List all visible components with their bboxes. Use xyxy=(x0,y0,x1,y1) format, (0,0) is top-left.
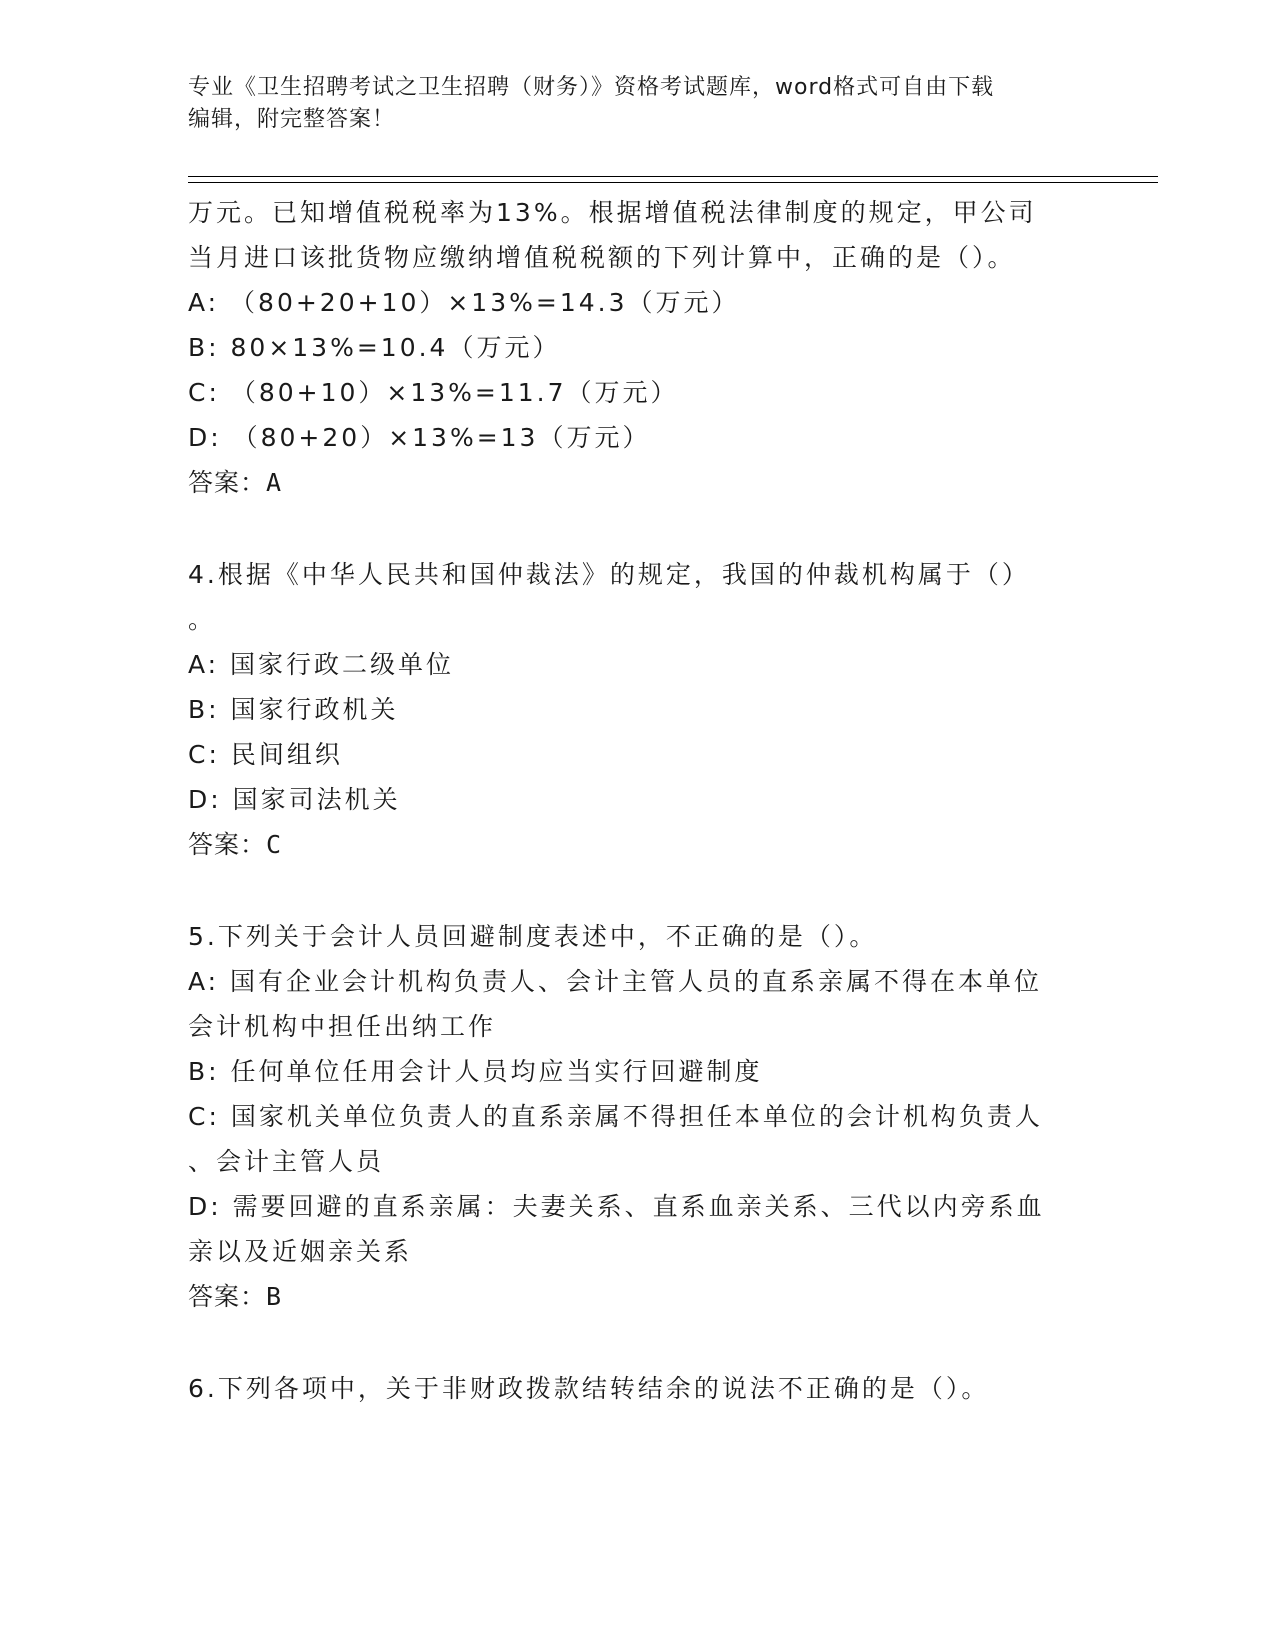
option-d: D: （80+20）×13%=13（万元） xyxy=(188,423,651,452)
document-body xyxy=(188,190,1088,1411)
option-a: A: （80+20+10）×13%=14.3（万元） xyxy=(188,288,740,317)
spacer xyxy=(188,868,1088,914)
question-text: 万元。已知增值税税率为13%。根据增值税法律制度的规定，甲公司 xyxy=(188,198,1037,227)
option-a-continued: 会计机构中担任出纳工作 xyxy=(188,1012,497,1041)
header-line-1: 专业《卫生招聘考试之卫生招聘（财务）》资格考试题库，word格式可自由下载 xyxy=(188,75,995,100)
spacer xyxy=(188,1320,1088,1366)
question-4 xyxy=(188,552,1088,868)
option-d-continued: 亲以及近姻亲关系 xyxy=(188,1237,413,1266)
question-text: 4.根据《中华人民共和国仲裁法》的规定，我国的仲裁机构属于（） xyxy=(188,560,1030,589)
header-line-2: 编辑，附完整答案！ xyxy=(188,107,396,132)
option-a: A: 国有企业会计机构负责人、会计主管人员的直系亲属不得在本单位 xyxy=(188,967,1043,996)
document-header xyxy=(188,72,1088,136)
option-c-continued: 、会计主管人员 xyxy=(188,1147,385,1176)
spacer xyxy=(188,506,1088,552)
option-c: C: 国家机关单位负责人的直系亲属不得担任本单位的会计机构负责人 xyxy=(188,1102,1043,1131)
answer-label: 答案：A xyxy=(188,468,283,497)
option-c: C: 民间组织 xyxy=(188,740,343,769)
option-c: C: （80+10）×13%=11.7（万元） xyxy=(188,378,679,407)
question-5 xyxy=(188,914,1088,1320)
question-6 xyxy=(188,1366,1088,1411)
header-divider xyxy=(188,176,1158,183)
answer-label: 答案：B xyxy=(188,1282,283,1311)
question-text: 5.下列关于会计人员回避制度表述中，不正确的是（）。 xyxy=(188,922,878,951)
option-b: B: 80×13%=10.4（万元） xyxy=(188,333,561,362)
question-text: 当月进口该批货物应缴纳增值税税额的下列计算中，正确的是（）。 xyxy=(188,243,1016,272)
option-b: B: 任何单位任用会计人员均应当实行回避制度 xyxy=(188,1057,763,1086)
question-text: 6.下列各项中，关于非财政拨款结转结余的说法不正确的是（）。 xyxy=(188,1374,990,1403)
option-a: A: 国家行政二级单位 xyxy=(188,650,455,679)
answer-label: 答案：C xyxy=(188,830,283,859)
option-b: B: 国家行政机关 xyxy=(188,695,399,724)
question-3 xyxy=(188,190,1088,506)
option-d: D: 需要回避的直系亲属：夫妻关系、直系血亲关系、三代以内旁系血 xyxy=(188,1192,1045,1221)
option-d: D: 国家司法机关 xyxy=(188,785,401,814)
question-text: 。 xyxy=(188,605,217,634)
